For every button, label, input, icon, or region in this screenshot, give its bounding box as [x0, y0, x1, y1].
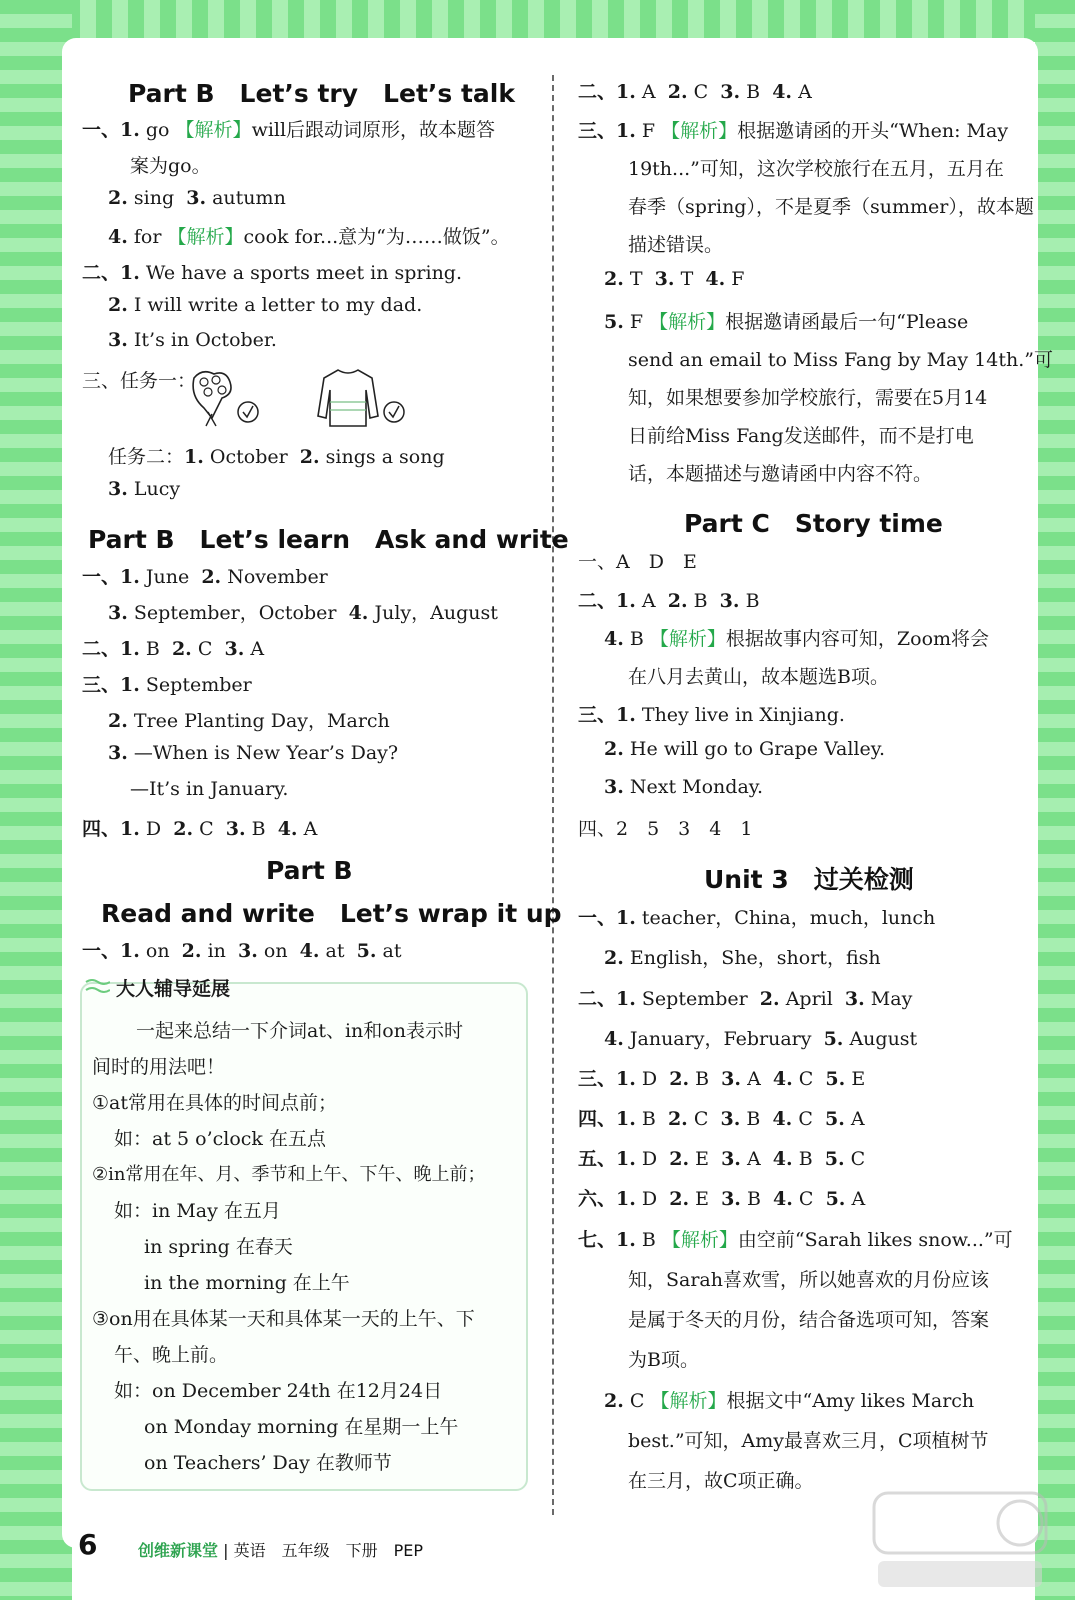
answer-text: A: [641, 81, 656, 103]
answer-line: 在八月去黄山，故本题选B项。: [628, 666, 889, 688]
answer-line: [604, 738, 885, 760]
answer-line: [604, 624, 989, 651]
answer-line: [604, 268, 744, 290]
note-line: on Monday morning 在星期一上午: [144, 1416, 459, 1438]
answer-text: C: [629, 1390, 645, 1412]
answer-line: 为B项。: [628, 1349, 699, 1371]
item-number: 四、1.: [82, 818, 140, 840]
answer-text: A: [747, 1068, 761, 1090]
item-number: 5.: [824, 1148, 845, 1170]
brand-name: 创维新课堂: [138, 1541, 219, 1560]
answer-line: 四、2 5 3 4 1: [578, 818, 753, 840]
note-line: 如：on December 24th 在12月24日: [114, 1380, 443, 1402]
answer-text: C: [197, 638, 213, 660]
answer-line: send an email to Miss Fang by May 14th.”可: [628, 349, 1053, 371]
analysis-text: will后跟动词原形，故本题答: [251, 119, 496, 141]
item-number: 一、1.: [578, 907, 636, 929]
check-circle-icon: [382, 400, 406, 424]
answer-text: C: [798, 1068, 814, 1090]
answer-line: [604, 1386, 974, 1413]
item-number: 3.: [604, 776, 624, 798]
task-one-label: 三、任务一：: [82, 370, 197, 392]
item-number: 3.: [108, 478, 128, 500]
answer-text: E: [695, 1188, 709, 1210]
item-number: 2.: [667, 81, 688, 103]
answer-text: B: [693, 590, 708, 612]
answer-line: [108, 187, 286, 209]
item-number: 5.: [356, 940, 377, 962]
page-frame-right: [1035, 0, 1075, 1600]
item-number: 4.: [773, 1188, 793, 1210]
answer-line: [82, 936, 401, 963]
item-number: 2.: [201, 566, 222, 588]
answer-text: F: [641, 120, 656, 142]
analysis-tag: 【解析】: [649, 311, 726, 333]
answer-text: C: [693, 81, 709, 103]
answer-line: 春季（spring），不是夏季（summer），故本题: [628, 196, 1034, 218]
answer-text: at: [325, 940, 345, 962]
answer-text: D: [641, 1068, 658, 1090]
answer-text: We have a sports meet in spring.: [145, 262, 463, 284]
item-number: 3.: [108, 329, 128, 351]
item-number: 5.: [604, 311, 624, 333]
answer-line: [108, 706, 390, 733]
section-heading-lets-try-talk: Part B Let’s try Let’s talk: [128, 79, 515, 108]
item-number: 2.: [171, 638, 192, 660]
answer-text: —When is New Year’s Day?: [133, 742, 399, 764]
item-number: 3.: [237, 940, 258, 962]
answer-text: It’s in October.: [133, 329, 277, 351]
answer-text: April: [785, 988, 833, 1010]
wave-icon: [84, 976, 110, 998]
item-number: 4.: [277, 818, 298, 840]
answer-text: July，August: [374, 602, 498, 624]
answer-text: Lucy: [133, 478, 181, 500]
answer-text: I will write a letter to my dad.: [133, 294, 423, 316]
answer-text: B: [746, 1108, 761, 1130]
answer-line: [578, 77, 812, 104]
answer-line: [604, 943, 881, 970]
answer-line: —It’s in January.: [130, 778, 289, 800]
item-number: 一、1.: [82, 119, 140, 141]
analysis-tag: 【解析】: [650, 1390, 727, 1412]
item-number: 五、1.: [578, 1148, 636, 1170]
answer-line: [578, 1144, 865, 1171]
answer-text: E: [851, 1068, 866, 1090]
analysis-text: 由空前“Sarah likes snow...”可: [737, 1229, 1013, 1251]
item-number: 二、1.: [82, 638, 140, 660]
answer-text: He will go to Grape Valley.: [629, 738, 886, 760]
note-line: 如：in May 在五月: [114, 1200, 281, 1222]
note-line: ③on用在具体某一天和具体某一天的上午、下: [92, 1308, 475, 1330]
answer-line: [82, 814, 317, 841]
note-line: on Teachers’ Day 在教师节: [144, 1452, 392, 1474]
answer-line: [108, 294, 422, 316]
answer-line: best.”可知，Amy最喜欢三月，C项植树节: [628, 1430, 989, 1452]
answer-text: B: [629, 628, 644, 650]
item-number: 3.: [186, 187, 207, 209]
answer-text: at: [382, 940, 402, 962]
answer-text: T: [629, 268, 643, 290]
answer-text: sings a song: [325, 446, 445, 468]
section-heading-unit3: Unit 3 过关检测: [704, 865, 914, 894]
answer-line: [578, 116, 1008, 143]
item-number: 4.: [299, 940, 320, 962]
answer-text: January，February: [629, 1028, 812, 1050]
item-number: 二、1.: [578, 81, 636, 103]
answer-text: B: [641, 1229, 656, 1251]
item-number: 三、1.: [578, 120, 636, 142]
answer-line: [108, 329, 277, 351]
answer-text: C: [850, 1148, 866, 1170]
answer-text: B: [746, 1188, 761, 1210]
analysis-text: 根据故事内容可知，Zoom将会: [725, 628, 990, 650]
answer-text: September，October: [133, 602, 337, 624]
note-line: 午、晚上前。: [114, 1344, 229, 1366]
section-heading-story-time: Part C Story time: [684, 509, 943, 538]
answer-line: 19th...”可知，这次学校旅行在五月，五月在: [628, 158, 1004, 180]
item-number: 2.: [604, 268, 624, 290]
note-line: 一起来总结一下介词at、in和on表示时: [136, 1020, 463, 1042]
item-number: 六、1.: [578, 1188, 636, 1210]
answer-line: [604, 776, 763, 798]
answer-line: [604, 1024, 917, 1051]
item-number: 2.: [667, 1108, 688, 1130]
answer-text: B: [251, 818, 266, 840]
item-number: 三、1.: [578, 704, 636, 726]
answer-text: A: [746, 1148, 761, 1170]
item-number: 4.: [604, 628, 624, 650]
answer-text: in: [207, 940, 226, 962]
item-number: 3.: [108, 742, 128, 764]
answer-line: [82, 634, 264, 661]
item-number: 3.: [654, 268, 675, 290]
answer-text: D: [641, 1188, 658, 1210]
answer-text: October: [209, 446, 288, 468]
item-number: 3.: [224, 638, 245, 660]
answer-text: September: [145, 674, 252, 696]
item-number: 2.: [669, 1148, 690, 1170]
answer-line: 是属于冬天的月份，结合备选项可知，答案: [628, 1309, 990, 1331]
answer-text: B: [746, 81, 761, 103]
answer-text: F: [731, 268, 745, 290]
answer-line: [604, 307, 968, 334]
item-number: 5.: [823, 1028, 844, 1050]
answer-line: [108, 442, 445, 469]
answer-line: [108, 222, 510, 249]
item-number: 5.: [824, 1108, 845, 1130]
answer-text: B: [798, 1148, 813, 1170]
item-number: 4.: [348, 602, 369, 624]
answer-text: autumn: [212, 187, 286, 209]
item-number: 3.: [225, 818, 246, 840]
answer-line: 知，如果想要参加学校旅行，需要在5月14: [628, 387, 988, 409]
item-number: 4.: [772, 81, 793, 103]
item-number: 2.: [108, 187, 128, 209]
item-number: 4.: [772, 1068, 793, 1090]
item-number: 5.: [825, 1068, 846, 1090]
answer-text: B: [641, 1108, 656, 1130]
book-subtitle: | 英语 五年级 下册 PEP: [223, 1541, 423, 1560]
item-number: 3.: [719, 590, 740, 612]
item-number: 2.: [108, 710, 128, 732]
answer-text: E: [695, 1148, 709, 1170]
answer-text: A: [303, 818, 318, 840]
answer-text: on: [263, 940, 288, 962]
answer-text: B: [145, 638, 160, 660]
answer-line: [578, 1184, 865, 1211]
watermark-logo-icon: [870, 1485, 1050, 1595]
item-number: 4.: [772, 1148, 793, 1170]
answer-text: C: [693, 1108, 709, 1130]
item-number: 3.: [720, 1108, 741, 1130]
answer-line: [108, 742, 398, 764]
answer-text: on: [145, 940, 170, 962]
answer-line: [108, 598, 498, 625]
item-number: 二、1.: [82, 262, 140, 284]
item-number: 4.: [705, 268, 726, 290]
note-line: ①at常用在具体的时间点前；: [92, 1092, 337, 1114]
item-number: 2.: [604, 1390, 624, 1412]
answer-line: [108, 478, 180, 500]
answer-text: A: [250, 638, 265, 660]
item-number: 3.: [721, 1188, 741, 1210]
answer-text: A: [851, 1188, 866, 1210]
sweater-icon: [316, 366, 380, 430]
answer-text: C: [798, 1108, 813, 1130]
answer-text: F: [629, 311, 644, 333]
item-number: 4.: [604, 1028, 624, 1050]
answer-line: 一、A D E: [578, 551, 697, 573]
item-number: 三、1.: [578, 1068, 636, 1090]
item-number: 2.: [604, 738, 624, 760]
analysis-tag: 【解析】: [661, 1229, 738, 1251]
answer-line: [578, 1104, 865, 1131]
column-divider: [552, 75, 554, 1515]
answer-line: [82, 258, 462, 285]
answer-text: May: [870, 988, 913, 1010]
answer-line: 知，Sarah喜欢雪，所以她喜欢的月份应该: [628, 1269, 989, 1291]
note-line: 间时的用法吧！: [92, 1056, 226, 1078]
answer-text: September: [641, 988, 748, 1010]
item-number: 2.: [299, 446, 320, 468]
answer-text: A: [798, 81, 812, 103]
answer-text: A: [641, 590, 656, 612]
answer-line: [578, 700, 845, 727]
analysis-text: 根据文中“Amy likes March: [726, 1390, 975, 1412]
answer-text: English，She，short，fish: [629, 947, 881, 969]
item-number: 3.: [844, 988, 865, 1010]
answer-line: [578, 586, 760, 613]
answer-line: 描述错误。: [628, 234, 724, 256]
analysis-text: cook for...意为“为……做饭”。: [243, 226, 510, 248]
section-heading-lets-learn: Part B Let’s learn Ask and write: [88, 525, 569, 554]
note-line: in spring 在春天: [144, 1236, 293, 1258]
book-info: [138, 1538, 423, 1561]
item-number: 3.: [721, 1068, 742, 1090]
note-title: 大人辅导延展: [116, 978, 231, 1000]
item-number: 2.: [669, 1188, 690, 1210]
answer-text: T: [680, 268, 694, 290]
answer-text: sing: [133, 187, 175, 209]
answer-text: teacher，China，much，lunch: [641, 907, 936, 929]
analysis-tag: 【解析】: [661, 120, 738, 142]
answer-text: B: [745, 590, 760, 612]
answer-line: [578, 903, 935, 930]
check-circle-icon: [236, 400, 260, 424]
analysis-tag: 【解析】: [649, 628, 726, 650]
item-number: 1.: [184, 446, 204, 468]
answer-line: [82, 562, 328, 589]
task-two-label: 任务二：: [108, 446, 185, 468]
section-heading-read-write: Read and write Let’s wrap it up: [101, 899, 562, 928]
answer-line: [578, 1225, 1013, 1252]
answer-text: B: [695, 1068, 710, 1090]
item-number: 2.: [173, 818, 194, 840]
item-number: 四、1.: [578, 1108, 636, 1130]
answer-text: November: [227, 566, 328, 588]
analysis-text: 根据邀请函的开头“When: May: [737, 120, 1009, 142]
answer-line: 日前给Miss Fang发送邮件，而不是打电: [628, 425, 974, 447]
answer-text: June: [145, 566, 190, 588]
item-number: 七、1.: [578, 1229, 636, 1251]
answer-line: 在三月，故C项正确。: [628, 1470, 814, 1492]
item-number: 2.: [759, 988, 780, 1010]
answer-text: Tree Planting Day，March: [133, 710, 390, 732]
answer-line: [82, 115, 495, 142]
page-number: 6: [78, 1528, 98, 1561]
answer-line: [578, 1064, 865, 1091]
item-number: 2.: [108, 294, 128, 316]
answer-text: D: [145, 818, 162, 840]
answer-line: 案为go。: [130, 155, 211, 177]
answer-text: C: [798, 1188, 814, 1210]
answer-text: Next Monday.: [629, 776, 764, 798]
item-number: 2.: [667, 590, 688, 612]
answer-line: 话，本题描述与邀请函中内容不符。: [628, 463, 933, 485]
note-line: 如：at 5 o’clock 在五点: [114, 1128, 326, 1150]
item-number: 2.: [604, 947, 624, 969]
note-line: in the morning 在上午: [144, 1272, 350, 1294]
analysis-text: 根据邀请函最后一句“Please: [725, 311, 969, 333]
section-heading-part-b: Part B: [266, 856, 353, 885]
analysis-tag: 【解析】: [175, 119, 252, 141]
item-number: 一、1.: [82, 940, 140, 962]
answer-text: August: [849, 1028, 918, 1050]
answer-text: A: [850, 1108, 865, 1130]
answer-text: for: [133, 226, 162, 248]
answer-text: go: [145, 119, 170, 141]
item-number: 4.: [108, 226, 128, 248]
item-number: 5.: [825, 1188, 846, 1210]
item-number: 二、1.: [578, 590, 636, 612]
item-number: 三、1.: [82, 674, 140, 696]
note-line: ②in常用在年、月、季节和上午、下午、晚上前；: [92, 1164, 486, 1185]
answer-text: They live in Xinjiang.: [641, 704, 845, 726]
item-number: 2.: [181, 940, 202, 962]
analysis-tag: 【解析】: [167, 226, 244, 248]
answer-text: D: [641, 1148, 658, 1170]
item-number: 4.: [772, 1108, 793, 1130]
answer-line: [82, 670, 252, 697]
answer-text: C: [199, 818, 214, 840]
answer-line: [578, 984, 912, 1011]
item-number: 3.: [721, 1148, 741, 1170]
item-number: 二、1.: [578, 988, 636, 1010]
item-number: 一、1.: [82, 566, 140, 588]
item-number: 3.: [108, 602, 128, 624]
item-number: 3.: [720, 81, 741, 103]
item-number: 2.: [669, 1068, 690, 1090]
